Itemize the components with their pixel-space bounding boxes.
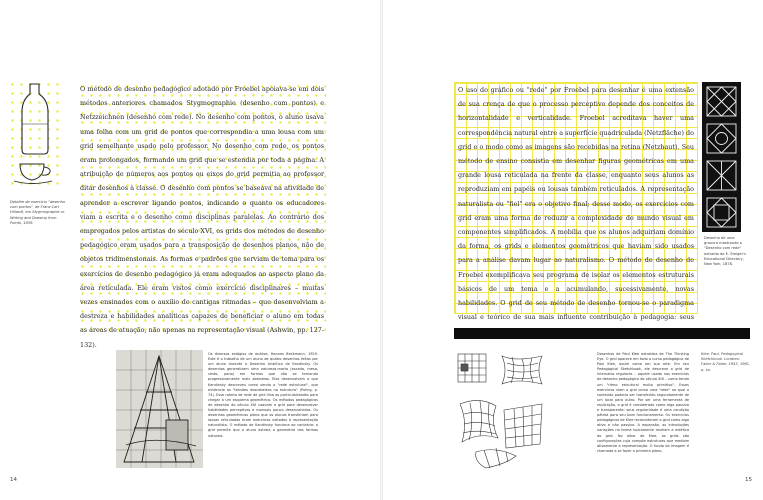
engraving-caption: Desenho de uma gravura mostrando o "Desenho com rede" extraído de E. Steiger's Educational Directory, New York, 1878. [704,236,746,267]
analytical-drawing [116,350,203,468]
geometric-pattern [702,82,741,232]
dotted-figure-caption: Detalhe de exercício "desenho com pontos", de Franz Carl Hillardt, em Stygmographie or Writing and Drawing from Points, 1839. [10,200,66,225]
klee-grid-drawings [456,352,546,472]
right-body-text: O uso do gráfico ou "rede" por Froebel para desenhar é uma extensão de sua crença de que o processo perceptivo depende dos conceitos de horizontalidade e verticalidade. Froebel acreditava haver uma correspondência natural entre a superfície quadriculada (Netzfläche) do grid e o modo como as imagens são recebidas na retina (Netzhaut). Seu método de ensino consistia em desenhar figuras geométricas em uma grande lousa reticulada na frente da classe, enquanto seus alunos as reproduziam em papéis ou lousas também reticulados. A representação naturalista ou "fiel" era o objetivo final; desse modo, os exercícios com grid eram uma forma de reduzir a complexidade do mundo visual em componentes simplificados. A mobília que os alunos adquiriam domínio da forma, os grids e elementos geométricos que haviam sido usados para a análise davam lugar ao naturalismo. O método de desenho de Froebel exemplificava seu programa de isolar os elementos estruturais básicos de um tema e a acumulando, sucessivamente, novas habilidades. O grid de seu método de desenho tornou-se o paradigma visual e teórico de sua mais influente contribuição à pedagogia: seus [454,82,698,314]
bottle-cup-drawing [8,80,63,188]
side-note: Klee, Paul. Pedagogical Sketchbook. Londres: Faber & Faber, 1953, 1961, p. xx. [701,352,751,372]
kandinsky-analysis-figure [116,350,203,468]
dotted-drawing-figure [8,80,63,188]
kandinsky-caption: Os diversos estágios de análise, Hannes Beckmann, 1929. Este é o trabalho de um aluno de quatro desenhos feitos por um aluno durante o Desenho Analítico de Kandinsky. Os desenhos generalizam uma natureza-morta (escada, mesa, cesto, pano) em formas que vão se tornando progressivamente mais abstratas. Eles desenvolvem o que Kandinsky descreveu como sendo a "rede estrutural", que evidencia as "tensões descobertas na estrutura" (Poling, p. 74). Esse roteiro de rede de grid ilina as particularidades para chegar a um esquema geométrico. Os métodos pedagógicos de desenho do século XIX usavam o grid para desenvolver habilidades perceptivas e manuais pouco desenvolvidas. Os desenhos geométricos pleno que os alunos transferiam para lousas reticuladas eram exercícios voltados à representação naturalista. O método de Kandinsky funciona ao contrário: o grid permite que o aluno extraia a geometria das formas naturais. [208,352,318,438]
klee-caption: Desenhos de Paul Klee extraídos de The Thinking Eye. O grid aparece em todo o curso pedagógico de Paul Klee, assim como em sua arte. Em seu Pedagogical Sketchbook, ele descreve o grid de intervalos regulares – aquele usado nos exercícios de desenho pedagógico do século XIX – como tendo um "ritmo estrutural muito primitivo". Esses exercícios viam o grid como uma "rede" no qual o conteúdo poderia ser transferido segundamente de um local para outro. Por ser uma ferramenta de replicação, o grid é considerado como algo passivo e transparente: seus regularidade é uma condição pétrea para seu bom funcionamento. Os exercícios pedagógicos de Klee reconsideram o grid como algo ativo e não passivo. A expansão, as introduções variações na forma tipicamente revelam a estética do grid. No olhar de Klee, os grids são configurações cuja compõe estruturas que mediam ativamente a representação. O fundo da imagem é chamado a se fazer a primeira plano. [597,352,689,453]
right-page [383,0,763,500]
klee-drawings [456,352,546,472]
left-page [0,0,380,500]
black-rule-bar [454,328,750,339]
left-page-number: 14 [10,477,17,483]
left-body-text: O método de desenho pedagógico adotado por Froebel apoiava-se em dois métodos anteriores chamados Stygmographie (desenho com pontos) e Netzzeichnen (desenho com rede). No desenho com pontos, o aluno usava uma folha com um grid de pontos que correspondia a uma lousa com um grid semelhante usado pelo professor. No desenho com rede, os pontos eram prolongados, formando um grid que se estendia por toda a página. A atribuição de números aos pontos ou eixos do grid permitia ao professor ditar desenhos à classe. O desenho com pontos se baseava na atividade de aprender a escrever ligando pontos, indicando o quanto os educadores viam a escrita e o desenho como disciplinas paralelas. Ao contrário dos empregados pelos artistas do século XVI, os grids dos métodos de desenho pedagógico eram usados para a transposição de desenhos planos, não de objetos tridimensionais. As formas e padrões que serviam de tema para os exercícios de desenho pedagógico já eram adequados ao aspecto plano da área reticulada. Ele eram vistos como exercício disciplinares – muitas vezes ensinados com o auxílio de cantigas ritmadas – que desenvolviam a destreza e habilidades analíticas capazes de beneficiar o aluno em todas as áreas de atuação, não apenas na representação visual (Ashwin, pp. 127-132). [78,82,326,332]
right-page-number: 15 [745,477,752,483]
net-drawing-engraving [702,82,741,232]
